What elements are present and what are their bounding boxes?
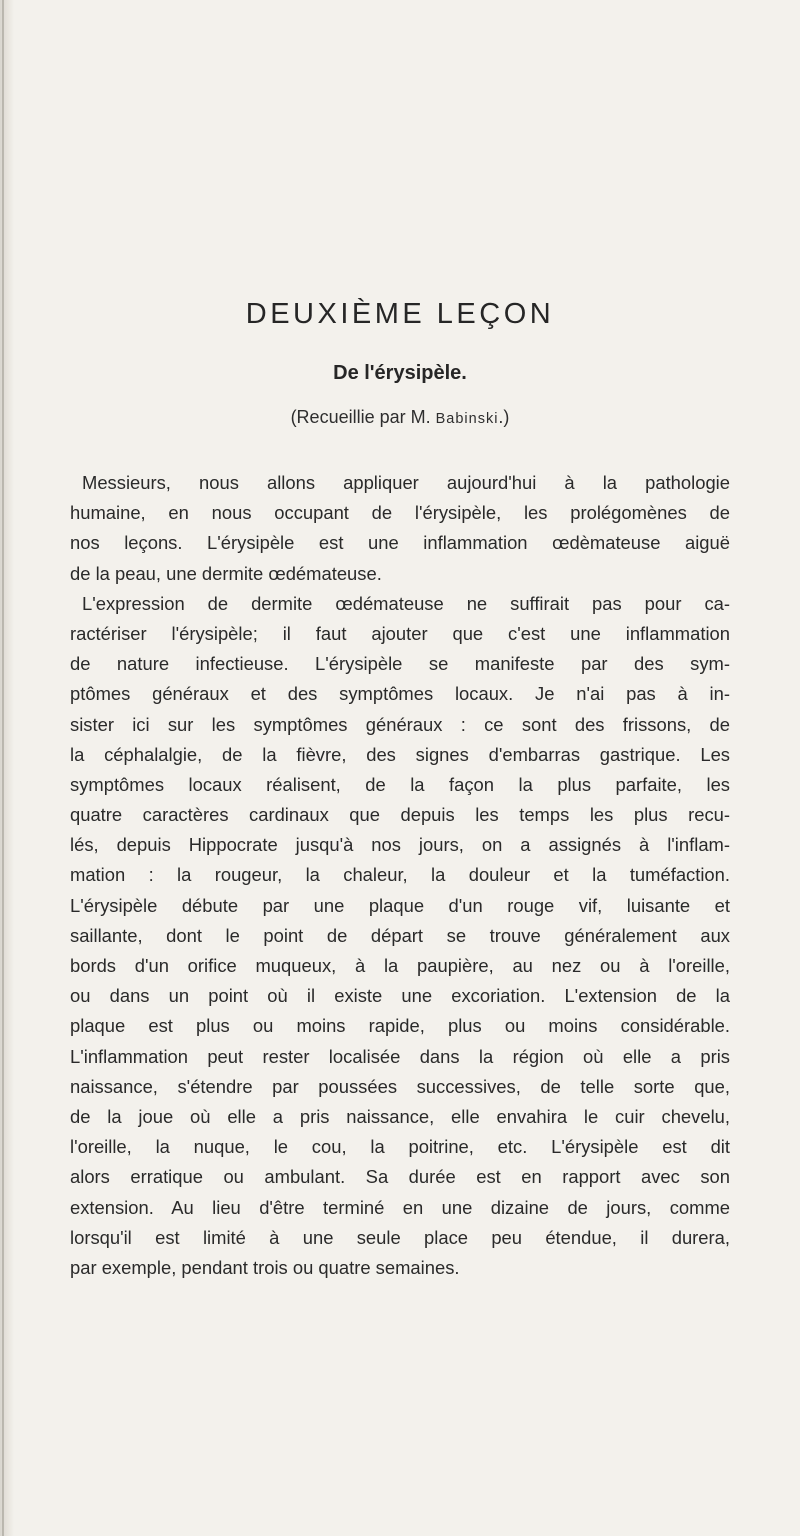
text-line: extension. Au lieu d'être terminé en une dizaine de jours, comme (70, 1196, 730, 1218)
page-gutter-shadow (0, 0, 14, 1536)
chapter-title: DEUXIÈME LEÇON (245, 298, 555, 330)
text-line: ptômes généraux et des symptômes locaux. Je n'ai pas à in- (70, 683, 730, 705)
text-line: de nature infectieuse. L'érysipèle se manifeste par des sym- (70, 653, 730, 675)
text-line: lorsqu'il est limité à une seule place peu étendue, il durera, (70, 1226, 730, 1248)
lesson-credit (70, 407, 730, 428)
text-line: nos leçons. L'érysipèle est une inflammation œdèmateuse aiguë (70, 532, 730, 554)
text-line: mation : la rougeur, la chaleur, la douleur et la tuméfaction. (70, 864, 730, 886)
lesson-subject: De l'érysipèle. (333, 362, 467, 384)
text-line: naissance, s'étendre par poussées successives, de telle sorte que, (70, 1075, 730, 1097)
text-line: quatre caractères cardinaux que depuis les temps les plus recu- (70, 804, 730, 826)
credit-prefix: (Recueillie par M. (290, 407, 436, 427)
body-text (70, 468, 770, 1283)
binding-edge (2, 0, 4, 1536)
text-line: plaque est plus ou moins rapide, plus ou moins considérable. (70, 1015, 730, 1037)
text-line: alors erratique ou ambulant. Sa durée est en rapport avec son (70, 1166, 730, 1188)
text-line: L'érysipèle débute par une plaque d'un rouge vif, luisante et (70, 894, 730, 916)
text-line: lés, depuis Hippocrate jusqu'à nos jours, on a assignés à l'inflam- (70, 834, 730, 856)
text-line: la céphalalgie, de la fièvre, des signes d'embarras gastrique. Les (70, 743, 730, 765)
text-line: de la joue où elle a pris naissance, elle envahira le cuir chevelu, (70, 1105, 730, 1127)
credit-suffix: .) (498, 407, 510, 427)
text-line: humaine, en nous occupant de l'érysipèle, les prolégomènes de (70, 502, 730, 524)
text-line: L'inflammation peut rester localisée dans la région où elle a pris (70, 1045, 730, 1067)
text-line: saillante, dont le point de départ se trouve généralement aux (70, 924, 730, 946)
text-line: l'oreille, la nuque, le cou, la poitrine, etc. L'érysipèle est dit (70, 1136, 730, 1158)
text-line: Messieurs, nous allons appliquer aujourd'hui à la pathologie (82, 472, 730, 493)
text-line: sister ici sur les symptômes généraux : ce sont des frissons, de (70, 713, 730, 735)
text-line: L'expression de dermite œdémateuse ne suffirait pas pour ca- (82, 592, 730, 614)
credit-name: Babinski (435, 411, 499, 427)
text-line: ou dans un point où il existe une excoriation. L'extension de la (70, 985, 730, 1007)
text-line: bords d'un orifice muqueux, à la paupière, au nez ou à l'oreille, (70, 955, 730, 976)
text-line: de la peau, une dermite œdémateuse. (70, 562, 382, 584)
text-line: par exemple, pendant trois ou quatre semaines. (70, 1256, 460, 1278)
text-line: ractériser l'érysipèle; il faut ajouter que c'est une inflammation (70, 622, 730, 644)
text-line: symptômes locaux réalisent, de la façon la plus parfaite, les (70, 773, 730, 795)
